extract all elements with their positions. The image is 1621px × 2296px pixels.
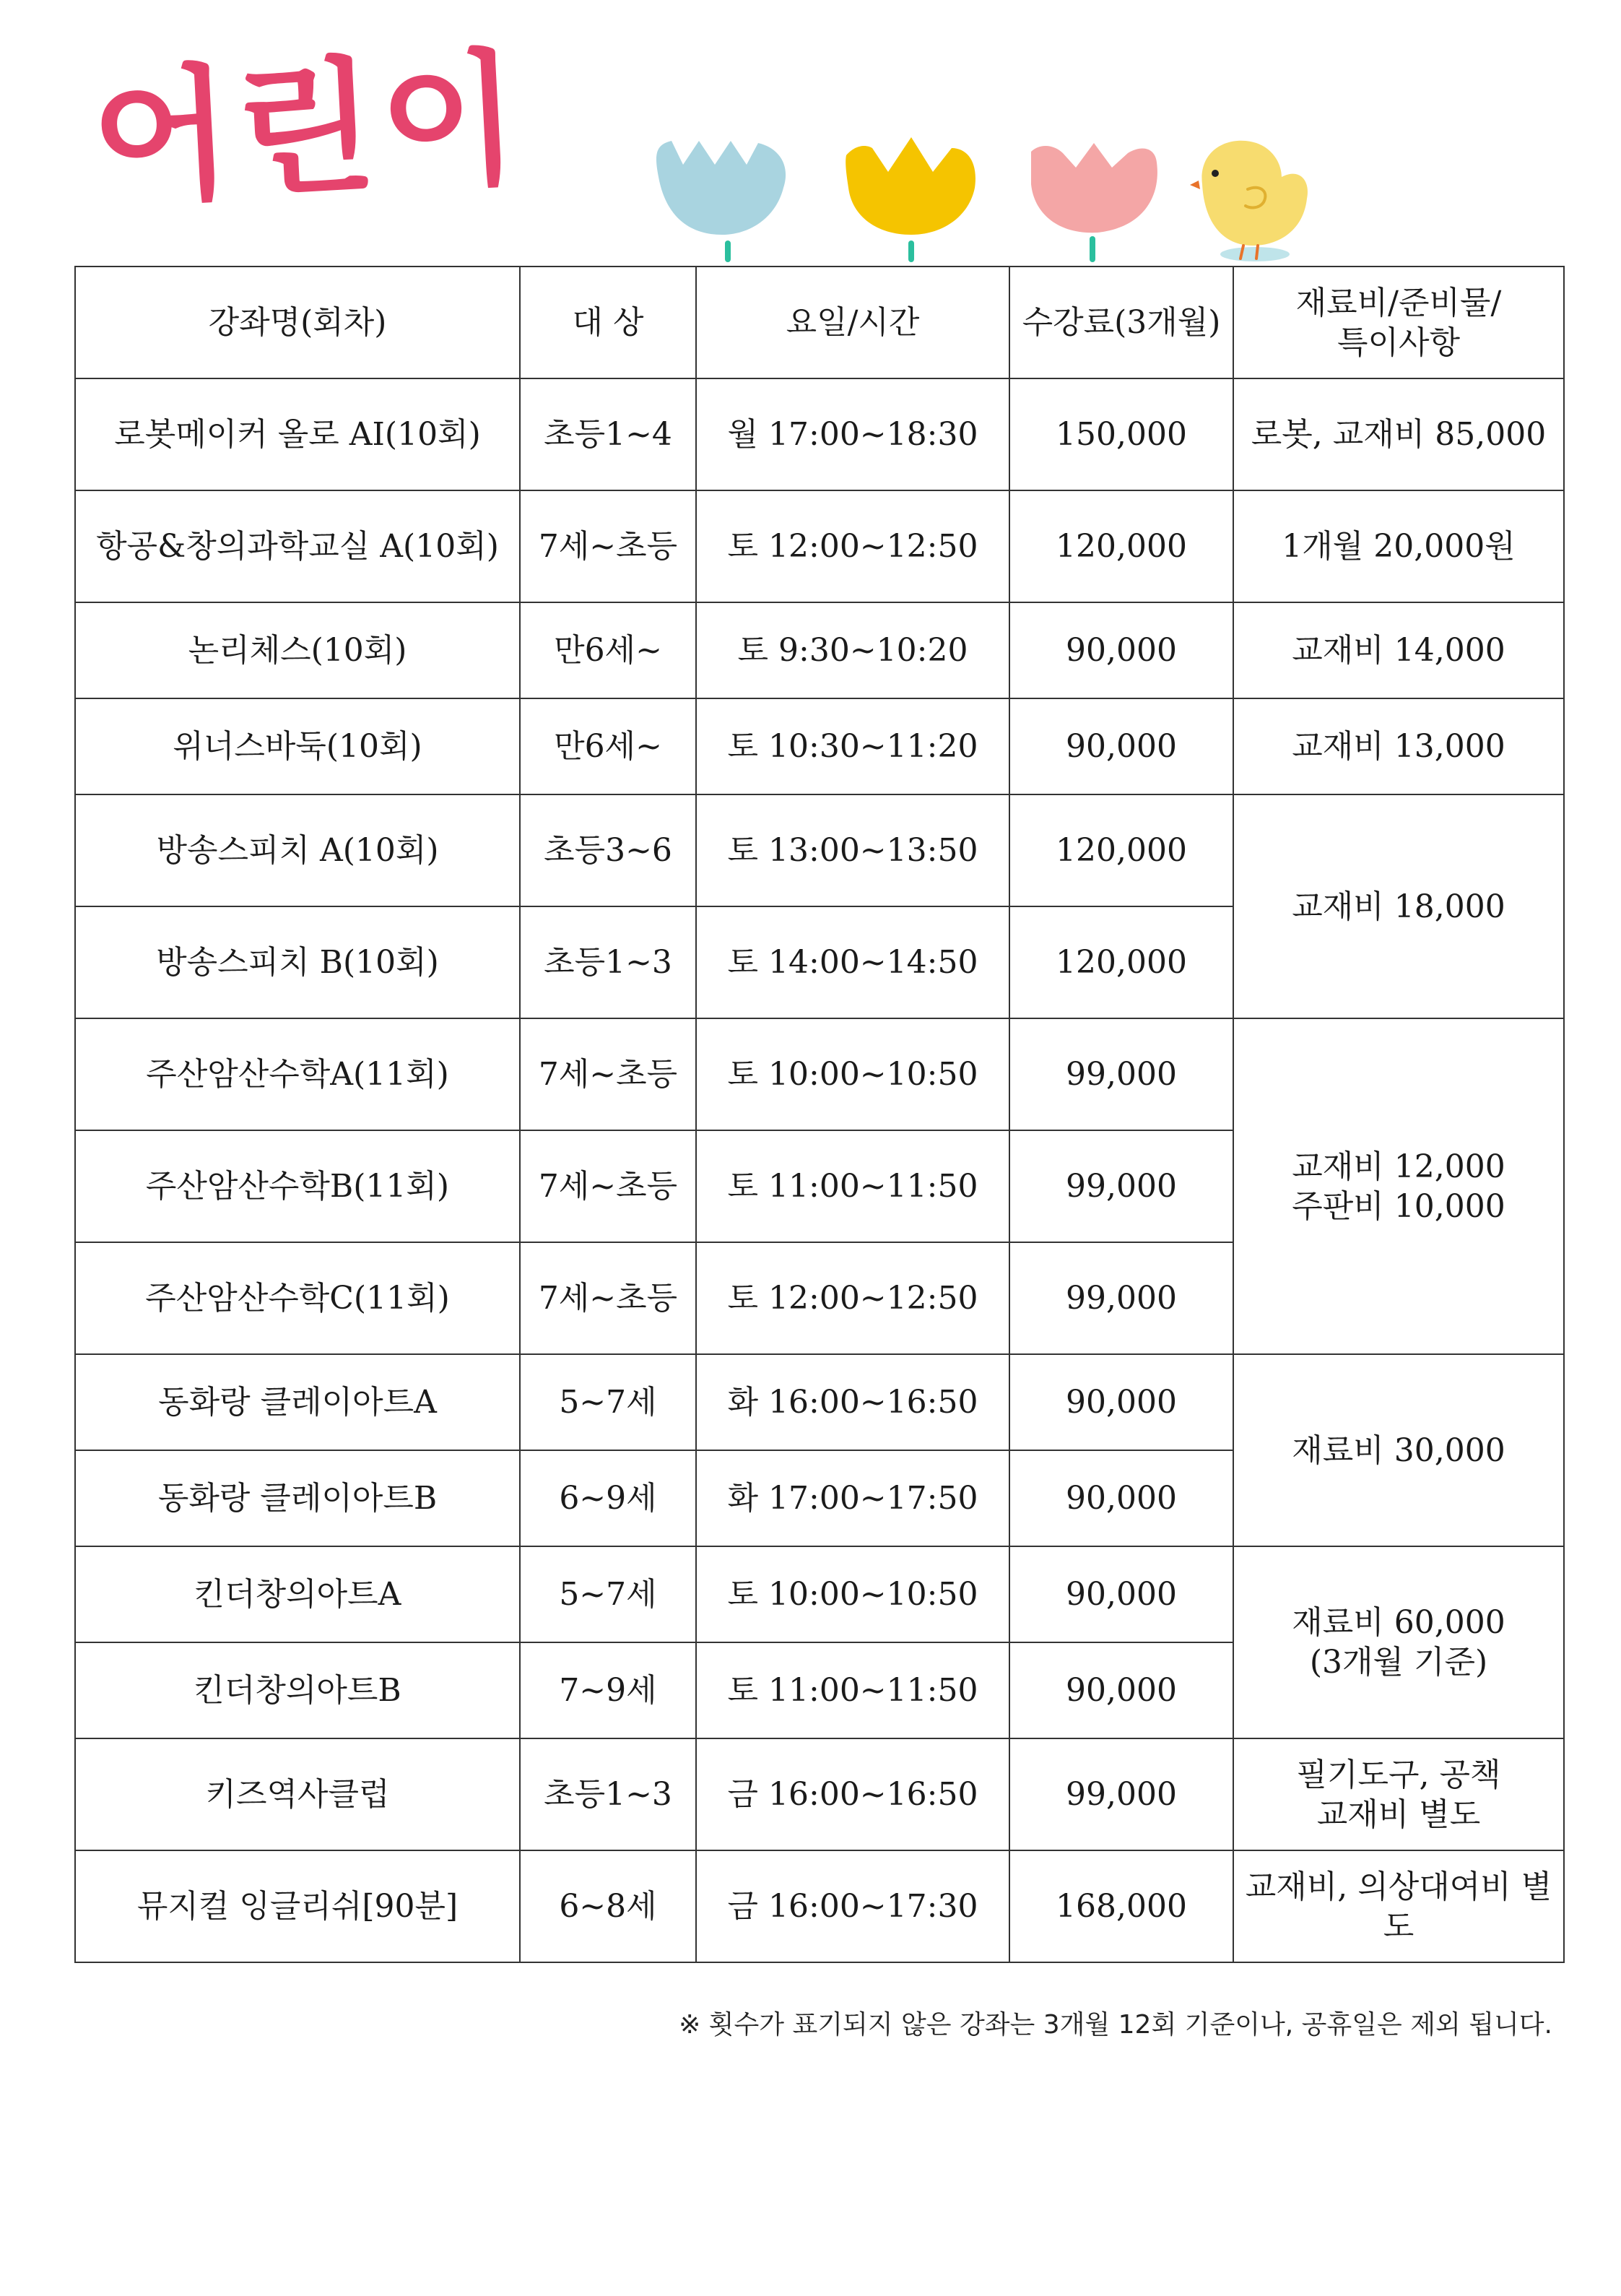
tulip-pink-icon [1031, 143, 1157, 262]
course-materials: 교재비 18,000 [1233, 794, 1564, 1018]
course-name: 키즈역사클럽 [75, 1738, 520, 1850]
course-time: 금 16:00~17:30 [696, 1850, 1009, 1962]
course-fee: 90,000 [1009, 1450, 1233, 1546]
course-target: 초등1~3 [520, 906, 696, 1018]
course-time: 토 10:30~11:20 [696, 698, 1009, 794]
course-fee: 150,000 [1009, 378, 1233, 490]
course-name: 킨더창의아트B [75, 1642, 520, 1738]
header-course-name: 강좌명(회차) [75, 267, 520, 378]
decoration-group [0, 0, 1621, 274]
course-name: 논리체스(10회) [75, 602, 520, 698]
course-target: 6~8세 [520, 1850, 696, 1962]
course-materials: 로봇, 교재비 85,000 [1233, 378, 1564, 490]
course-fee: 99,000 [1009, 1242, 1233, 1354]
course-fee: 120,000 [1009, 906, 1233, 1018]
table-row [75, 1738, 1564, 1850]
table-row [75, 1354, 1564, 1450]
course-target: 7~9세 [520, 1642, 696, 1738]
course-materials: 재료비 30,000 [1233, 1354, 1564, 1546]
course-time: 토 11:00~11:50 [696, 1130, 1009, 1242]
course-materials: 1개월 20,000원 [1233, 490, 1564, 602]
course-materials: 재료비 60,000 (3개월 기준) [1233, 1546, 1564, 1738]
course-name: 방송스피치 B(10회) [75, 906, 520, 1018]
course-fee: 99,000 [1009, 1738, 1233, 1850]
course-time: 토 10:00~10:50 [696, 1018, 1009, 1130]
course-materials: 필기도구, 공책 교재비 별도 [1233, 1738, 1564, 1850]
table-row [75, 1546, 1564, 1642]
course-name: 항공&창의과학교실 A(10회) [75, 490, 520, 602]
course-name: 동화랑 클레이아트B [75, 1450, 520, 1546]
table-row [75, 378, 1564, 490]
course-name: 주산암산수학B(11회) [75, 1130, 520, 1242]
course-time: 토 10:00~10:50 [696, 1546, 1009, 1642]
course-target: 5~7세 [520, 1546, 696, 1642]
page-title: 어린이 [87, 34, 528, 225]
course-name: 방송스피치 A(10회) [75, 794, 520, 906]
course-time: 토 9:30~10:20 [696, 602, 1009, 698]
course-fee: 90,000 [1009, 698, 1233, 794]
course-fee: 99,000 [1009, 1018, 1233, 1130]
course-target: 만6세~ [520, 602, 696, 698]
course-time: 토 12:00~12:50 [696, 490, 1009, 602]
header-fee: 수강료(3개월) [1009, 267, 1233, 378]
course-target: 7세~초등 [520, 490, 696, 602]
course-fee: 168,000 [1009, 1850, 1233, 1962]
course-fee: 99,000 [1009, 1130, 1233, 1242]
footnote: ※ 횟수가 표기되지 않은 강좌는 3개월 12회 기준이나, 공휴일은 제외 됩니다. [679, 2010, 1552, 2040]
table-row [75, 602, 1564, 698]
course-target: 초등3~6 [520, 794, 696, 906]
course-time: 토 12:00~12:50 [696, 1242, 1009, 1354]
header-materials: 재료비/준비물/ 특이사항 [1233, 267, 1564, 378]
course-target: 만6세~ [520, 698, 696, 794]
course-target: 6~9세 [520, 1450, 696, 1546]
course-target: 5~7세 [520, 1354, 696, 1450]
course-fee: 90,000 [1009, 1354, 1233, 1450]
course-name: 뮤지컬 잉글리쉬[90분] [75, 1850, 520, 1962]
course-time: 토 13:00~13:50 [696, 794, 1009, 906]
table-row [75, 490, 1564, 602]
course-materials: 교재비 13,000 [1233, 698, 1564, 794]
course-fee: 90,000 [1009, 602, 1233, 698]
course-target: 초등1~3 [520, 1738, 696, 1850]
course-materials: 교재비, 의상대여비 별 도 [1233, 1850, 1564, 1962]
course-materials: 교재비 12,000 주판비 10,000 [1233, 1018, 1564, 1354]
course-time: 월 17:00~18:30 [696, 378, 1009, 490]
table-header-row [75, 267, 1564, 378]
course-fee: 120,000 [1009, 490, 1233, 602]
header-target: 대 상 [520, 267, 696, 378]
course-fee: 90,000 [1009, 1642, 1233, 1738]
course-time: 금 16:00~16:50 [696, 1738, 1009, 1850]
course-target: 7세~초등 [520, 1242, 696, 1354]
course-target: 초등1~4 [520, 378, 696, 490]
table-row [75, 794, 1564, 906]
chick-icon [1190, 141, 1308, 261]
course-time: 토 11:00~11:50 [696, 1642, 1009, 1738]
course-schedule-table [74, 266, 1565, 1963]
course-time: 토 14:00~14:50 [696, 906, 1009, 1018]
header-day-time: 요일/시간 [696, 267, 1009, 378]
course-name: 로봇메이커 올로 AI(10회) [75, 378, 520, 490]
course-name: 킨더창의아트A [75, 1546, 520, 1642]
table-row [75, 698, 1564, 794]
course-target: 7세~초등 [520, 1018, 696, 1130]
course-materials: 교재비 14,000 [1233, 602, 1564, 698]
course-fee: 90,000 [1009, 1546, 1233, 1642]
course-target: 7세~초등 [520, 1130, 696, 1242]
tulip-yellow-icon [846, 137, 975, 262]
course-name: 위너스바둑(10회) [75, 698, 520, 794]
course-name: 주산암산수학A(11회) [75, 1018, 520, 1130]
course-name: 동화랑 클레이아트A [75, 1354, 520, 1450]
course-fee: 120,000 [1009, 794, 1233, 906]
course-time: 화 17:00~17:50 [696, 1450, 1009, 1546]
tulip-blue-icon [656, 141, 786, 262]
table-row [75, 1018, 1564, 1130]
course-time: 화 16:00~16:50 [696, 1354, 1009, 1450]
course-name: 주산암산수학C(11회) [75, 1242, 520, 1354]
table-row [75, 1850, 1564, 1962]
